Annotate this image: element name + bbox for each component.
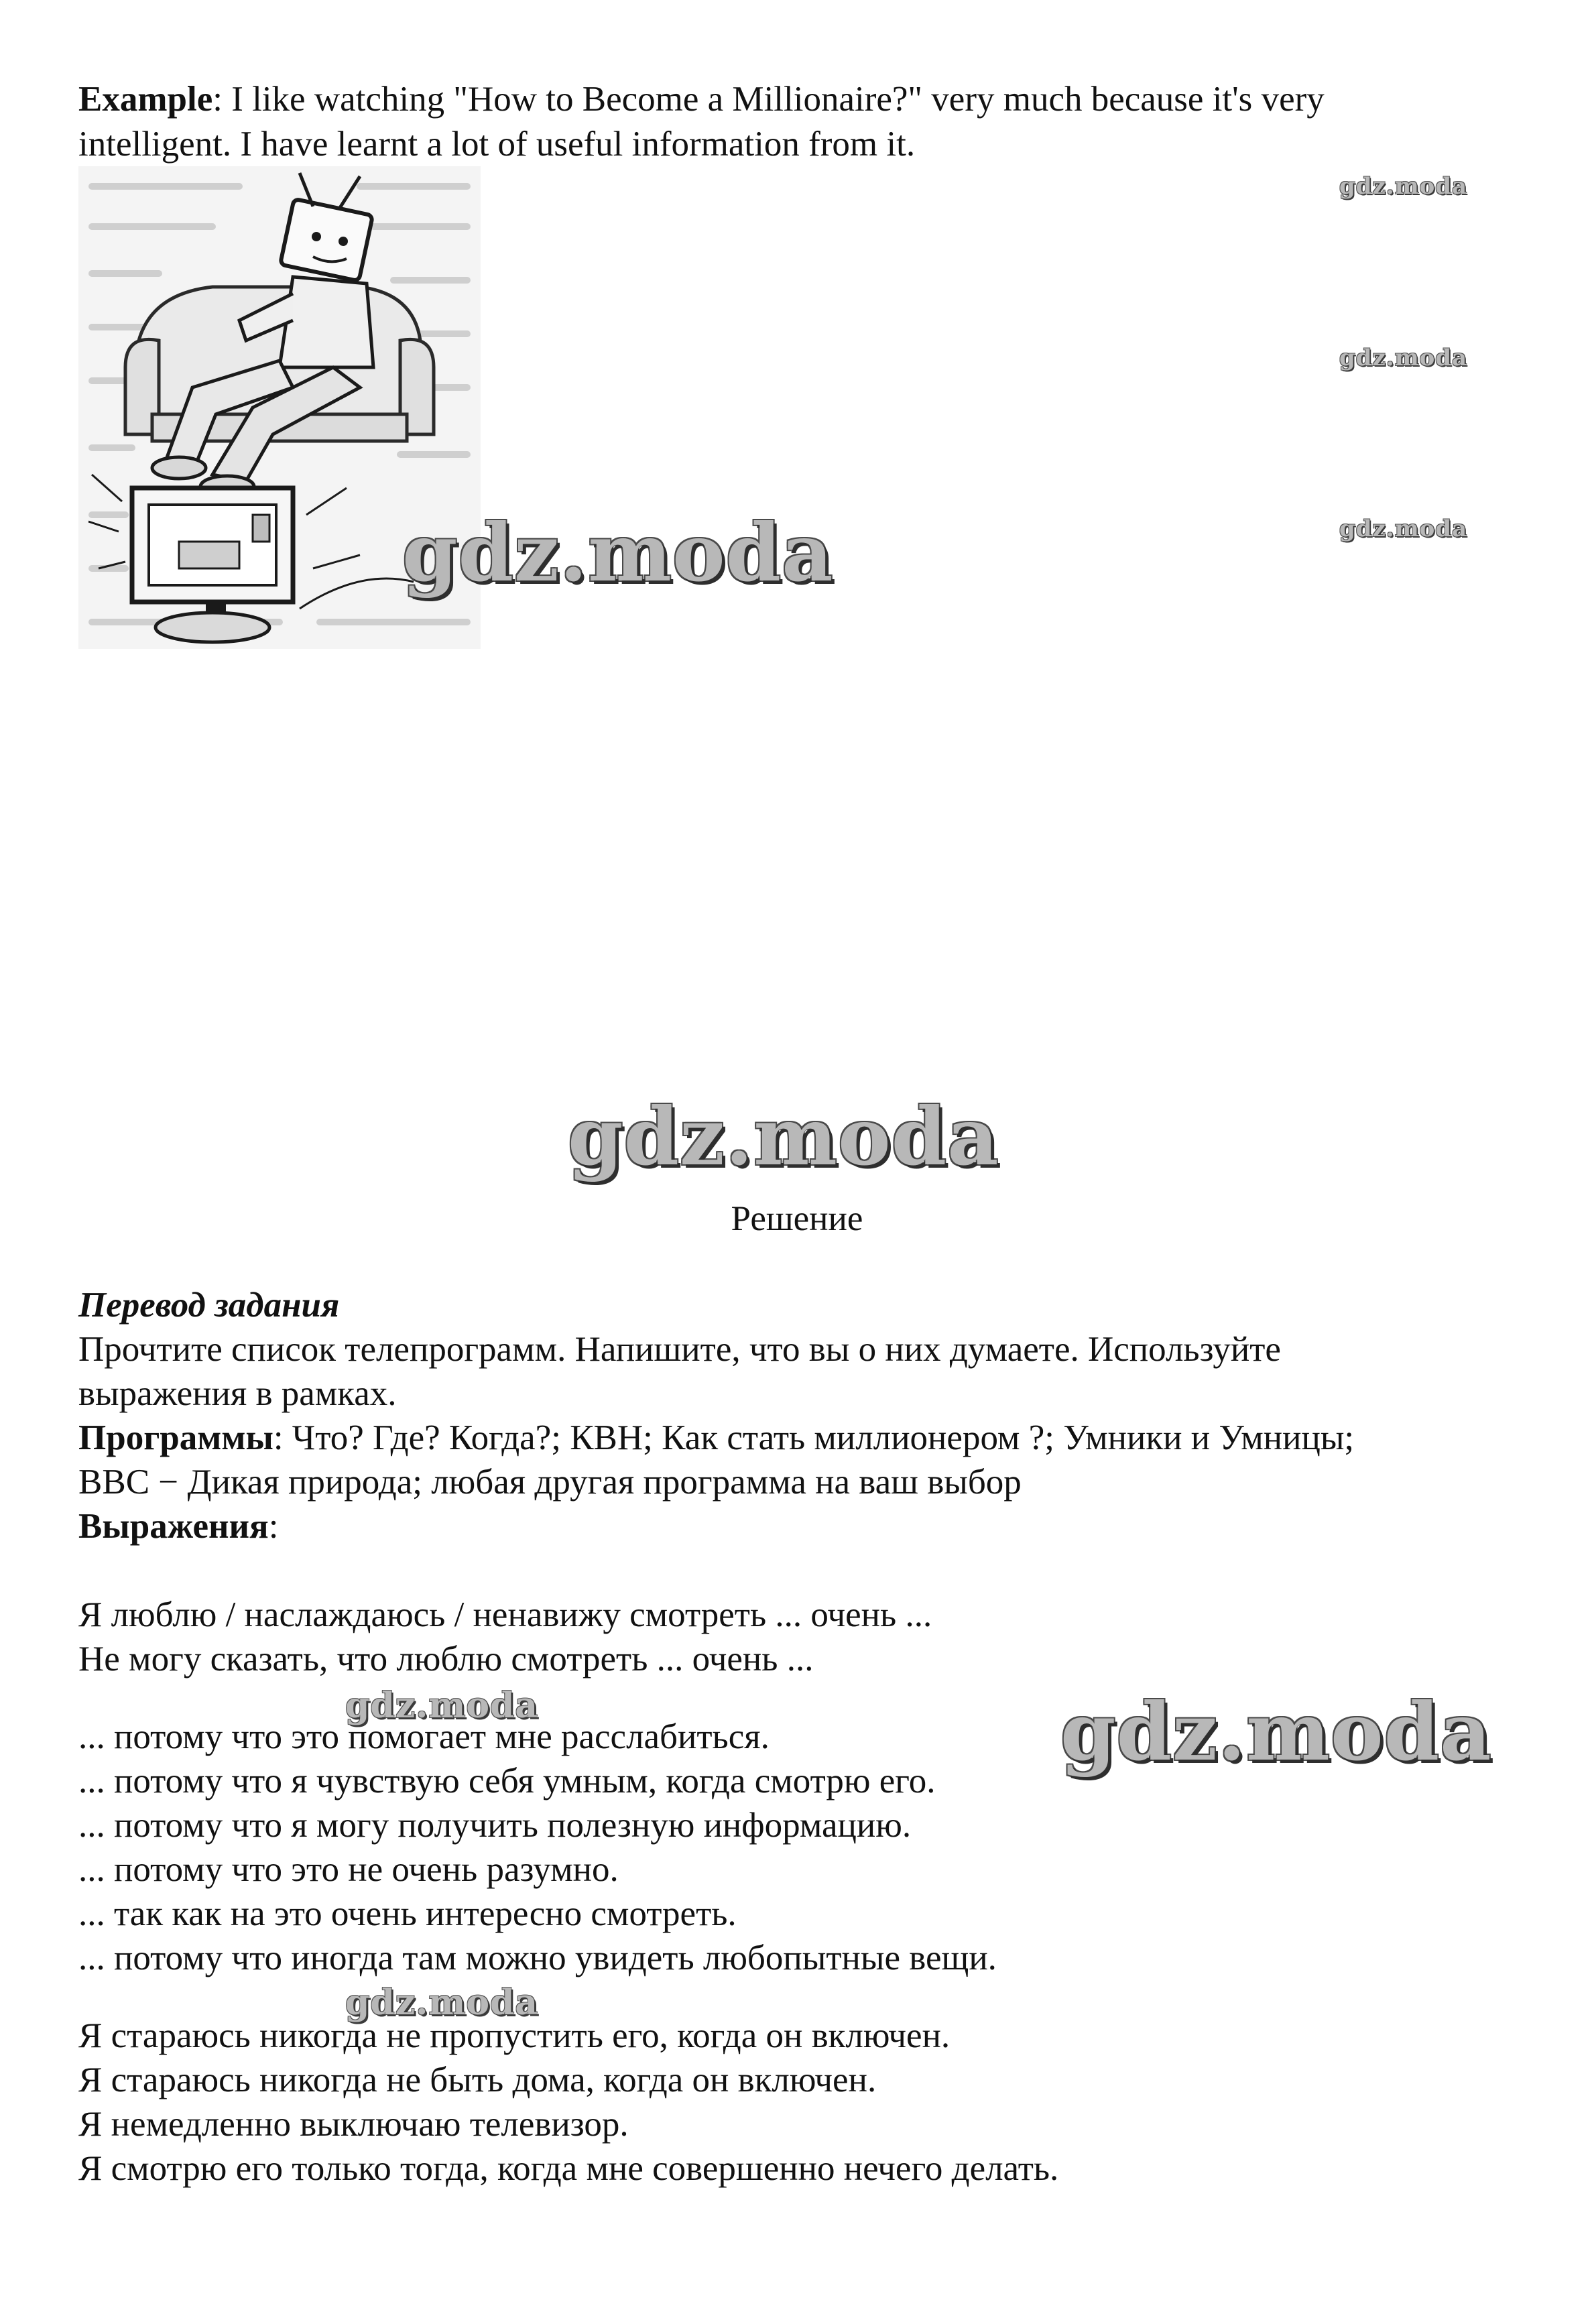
watermark: gdz.moda [345, 1685, 539, 1726]
expression-item: Я стараюсь никогда не пропустить его, когда он включен. [78, 2016, 951, 2055]
example-label: Example [78, 80, 213, 119]
example-text-1: : I like watching "How to Become a Millionaire?" very much because it's very [212, 80, 1325, 119]
expression-item: ... так как на это очень интересно смотреть. [78, 1894, 737, 1933]
watermark: gdz.moda [345, 1982, 539, 2023]
watermark: gdz.moda [1339, 173, 1468, 200]
watermark: gdz.moda [1339, 515, 1468, 542]
example-line-1 [78, 77, 1325, 121]
watermark: gdz.moda [568, 1090, 999, 1183]
watermark: gdz.moda [1339, 345, 1468, 371]
expression-item: ... потому что я чувствую себя умным, когда смотрю его. [78, 1762, 936, 1800]
instruction-line-1: Прочтите список телепрограмм. Напишите, что вы о них думаете. Используйте [78, 1330, 1281, 1369]
expression-item: Я стараюсь никогда не быть дома, когда он включен. [78, 2061, 877, 2099]
expression-item: Я немедленно выключаю телевизор. [78, 2105, 629, 2144]
programs-text-1: : Что? Где? Когда?; КВН; Как стать миллионером ?; Умники и Умницы; [273, 1418, 1355, 1457]
translation-heading: Перевод задания [78, 1286, 340, 1325]
watermark: gdz.moda [1060, 1685, 1492, 1778]
expression-item: ... потому что иногда там можно увидеть любопытные вещи. [78, 1939, 997, 1977]
expression-item: Я смотрю его только тогда, когда мне совершенно нечего делать. [78, 2149, 1059, 2188]
watermark: gdz.moda [402, 506, 834, 599]
expressions-line [78, 1504, 278, 1548]
expression-item: Я люблю / наслаждаюсь / ненавижу смотреть ... очень ... [78, 1595, 932, 1634]
expression-item: ... потому что это не очень разумно. [78, 1850, 619, 1889]
instruction-line-2: выражения в рамках. [78, 1374, 397, 1413]
expression-item: ... потому что это помогает мне расслабиться. [78, 1717, 770, 1756]
example-line-2: intelligent. I have learnt a lot of useful information from it. [78, 125, 916, 164]
expressions-label: Выражения [78, 1507, 269, 1546]
programs-line-2: BBC − Дикая природа; любая другая программа на ваш выбор [78, 1463, 1022, 1502]
expression-item: Не могу сказать, что люблю смотреть ... очень ... [78, 1640, 814, 1678]
expression-item: ... потому что я могу получить полезную информацию. [78, 1806, 912, 1845]
programs-label: Программы [78, 1418, 273, 1457]
expressions-colon: : [268, 1507, 279, 1546]
solution-heading: Решение [731, 1199, 863, 1238]
programs-line-1 [78, 1416, 1354, 1460]
